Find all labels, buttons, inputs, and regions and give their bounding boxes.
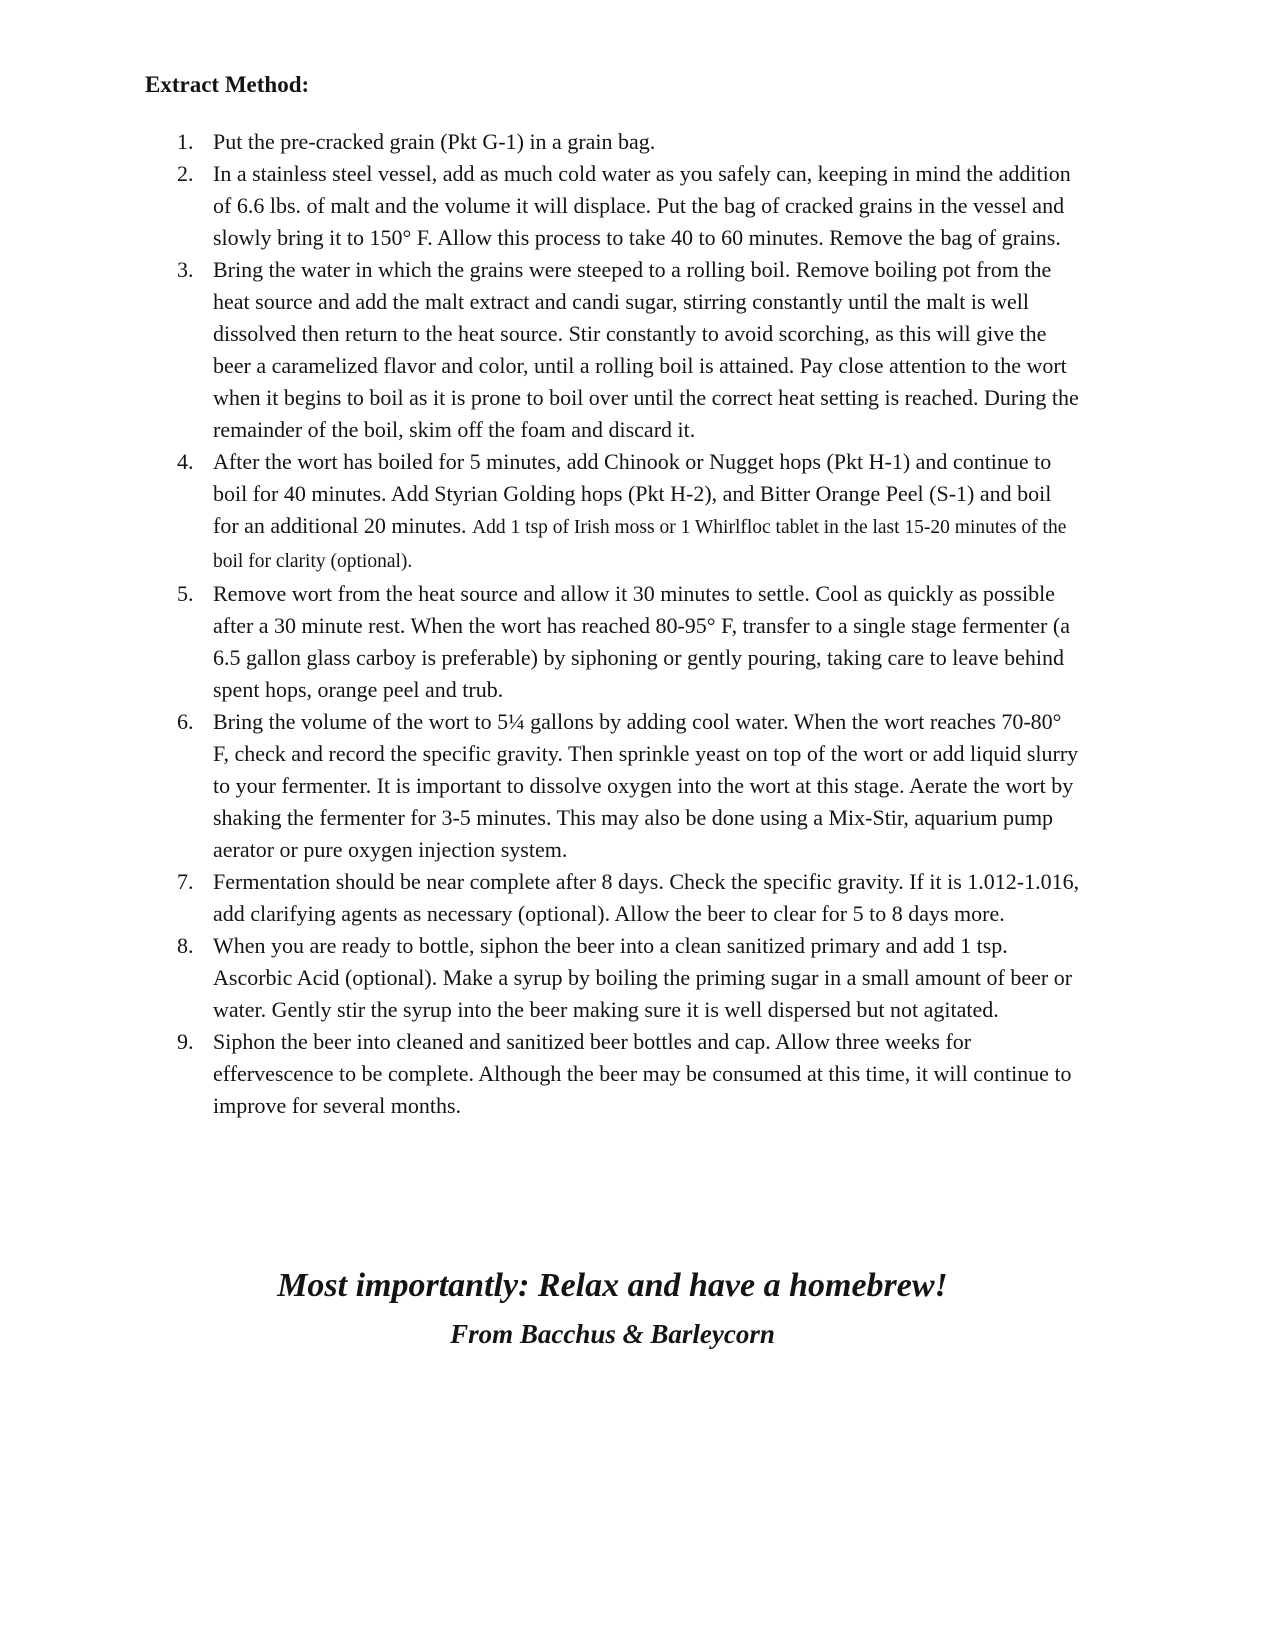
step-text: Fermentation should be near complete after 8 days. Check the specific gravity. If it is 1.012-1.016, add clarifying agents as necessary (optional). Allow the beer to clear for 5 to 8 days more. xyxy=(213,869,1080,926)
list-item-step-8 xyxy=(213,930,1080,1026)
step-text: Bring the volume of the wort to 5¼ gallons by adding cool water. When the wort reaches 70-80° F, check and record the specific gravity. Then sprinkle yeast on top of the wort or add liquid slurry to your fermenter. It is important to dissolve oxygen into the wort at this stage. Aerate the wort by shaking the fermenter for 3-5 minutes. This may also be done using a Mix-Stir, aquarium pump aerator or pure oxygen injection system. xyxy=(213,709,1079,862)
list-item-step-4 xyxy=(213,446,1080,578)
list-item-step-9 xyxy=(213,1026,1080,1122)
document-content xyxy=(145,0,1080,1352)
list-item-step-2 xyxy=(213,158,1080,254)
footer-attribution: From Bacchus & Barleycorn xyxy=(450,1319,775,1349)
footer-tagline: Most importantly: Relax and have a homebrew! xyxy=(277,1267,948,1304)
step-text: Bring the water in which the grains were steeped to a rolling boil. Remove boiling pot from the heat source and add the malt extract and candi sugar, stirring constantly until the malt is well dissolved then return to the heat source. Stir constantly to avoid scorching, as this will give the beer a caramelized flavor and color, until a rolling boil is attained. Pay close attention to the wort when it begins to boil as it is prone to boil over until the correct heat setting is reached. During the remainder of the boil, skim off the foam and discard it. xyxy=(213,257,1079,442)
step-text: After the wort has boiled for 5 minutes, add Chinook or Nugget hops (Pkt H-1) and continue to boil for 40 minutes. Add Styrian Golding hops (Pkt H-2), and Bitter Orange Peel (S-1) and boil for an additional 20 minutes. xyxy=(213,449,1052,538)
step-note: Add 1 tsp of Irish moss or 1 Whirlfloc tablet in the last 15-20 minutes of the boil for clarity (optional). xyxy=(213,517,1067,572)
list-item-step-5 xyxy=(213,578,1080,706)
list-item-step-7 xyxy=(213,866,1080,930)
list-item-step-1 xyxy=(213,126,1080,158)
step-text: Put the pre-cracked grain (Pkt G-1) in a grain bag. xyxy=(213,129,656,154)
footer xyxy=(145,1264,1080,1352)
step-text: When you are ready to bottle, siphon the beer into a clean sanitized primary and add 1 tsp. Ascorbic Acid (optional). Make a syrup by boiling the priming sugar in a small amount of beer or water. Gently stir the syrup into the beer making sure it is well dispersed but not agitated. xyxy=(213,933,1073,1022)
instruction-list xyxy=(145,126,1080,1122)
list-item-step-6 xyxy=(213,706,1080,866)
list-item-step-3 xyxy=(213,254,1080,446)
step-text: Remove wort from the heat source and allow it 30 minutes to settle. Cool as quickly as possible after a 30 minute rest. When the wort has reached 80-95° F, transfer to a single stage fermenter (a 6.5 gallon glass carboy is preferable) by siphoning or gently pouring, taking care to leave behind spent hops, orange peel and trub. xyxy=(213,581,1070,702)
step-text: In a stainless steel vessel, add as much cold water as you safely can, keeping in mind the addition of 6.6 lbs. of malt and the volume it will displace. Put the bag of cracked grains in the vessel and slowly bring it to 150° F. Allow this process to take 40 to 60 minutes. Remove the bag of grains. xyxy=(213,161,1071,250)
page-title: Extract Method: xyxy=(145,72,310,97)
step-text: Siphon the beer into cleaned and sanitized beer bottles and cap. Allow three weeks for effervescence to be complete. Although the beer may be consumed at this time, it will continue to improve for several months. xyxy=(213,1029,1072,1118)
